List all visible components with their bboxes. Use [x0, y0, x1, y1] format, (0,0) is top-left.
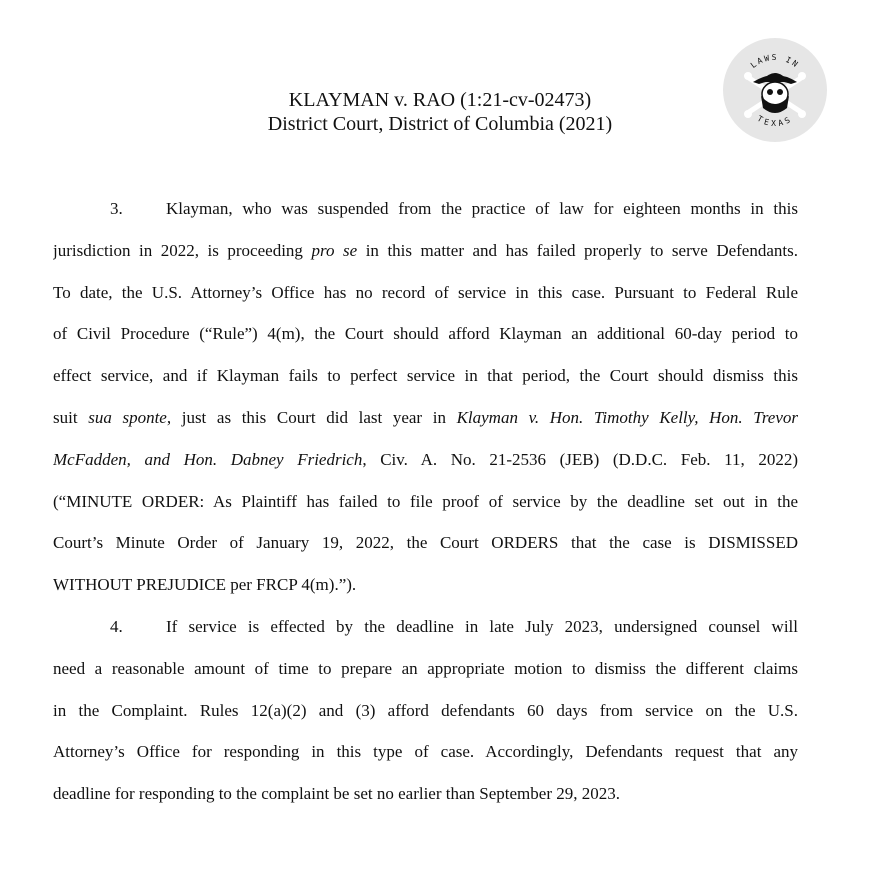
paragraph-3-line-1: 3. Klayman, who was suspended from the practice of law for eighteen months in this [53, 188, 798, 230]
paragraph-number: 4. [110, 616, 123, 636]
paragraph-4-line-4: Attorney’s Office for responding in this type of case. Accordingly, Defendants request that any [53, 742, 798, 762]
paragraph-4-line-1: 4. If service is effected by the deadline in late July 2023, undersigned counsel will [53, 606, 798, 648]
paragraph-4-line-3: in the Complaint. Rules 12(a)(2) and (3) afford defendants 60 days from service on the U.S. [53, 700, 798, 720]
paragraph-3-line-5: effect service, and if Klayman fails to perfect service in that period, the Court should dismiss this [53, 366, 798, 386]
svg-text:TEXAS: TEXAS [755, 113, 795, 128]
document-body [53, 188, 798, 815]
paragraph-3-line-3: To date, the U.S. Attorney’s Office has no record of service in this case. Pursuant to Federal Rule [53, 282, 798, 302]
paragraph-3-line-4: of Civil Procedure (“Rule”) 4(m), the Court should afford Klayman an additional 60-day period to [53, 324, 798, 344]
case-title: KLAYMAN v. RAO (1:21-cv-02473) [288, 89, 592, 111]
paragraph-3-line-9: Court’s Minute Order of January 19, 2022, the Court ORDERS that the case is DISMISSED [53, 533, 798, 553]
paragraph-4-line-5: deadline for responding to the complaint be set no earlier than September 29, 2023. [53, 784, 620, 804]
paragraph-4-line-2: need a reasonable amount of time to prepare an appropriate motion to dismiss the different claims [53, 658, 798, 678]
svg-text:LAWS IN: LAWS IN [748, 53, 802, 70]
paragraph-number: 3. [110, 199, 123, 218]
court-subtitle: District Court, District of Columbia (2021) [267, 113, 613, 135]
paragraph-3-line-2: jurisdiction in 2022, is proceeding pro se in this matter and has failed properly to serve Defendants. [53, 240, 798, 260]
paragraph-3-line-10: WITHOUT PREJUDICE per FRCP 4(m).”). [53, 575, 357, 595]
paragraph-3-line-8: (“MINUTE ORDER: As Plaintiff has failed to file proof of service by the deadline set out in the [53, 491, 798, 511]
paragraph-3-line-7: McFadden, and Hon. Dabney Friedrich, Civ. A. No. 21-2536 (JEB) (D.D.C. Feb. 11, 2022) [53, 449, 798, 469]
paragraph-3-line-6: suit sua sponte, just as this Court did last year in Klayman v. Hon. Timothy Kelly, Hon. Trevor [53, 407, 798, 427]
